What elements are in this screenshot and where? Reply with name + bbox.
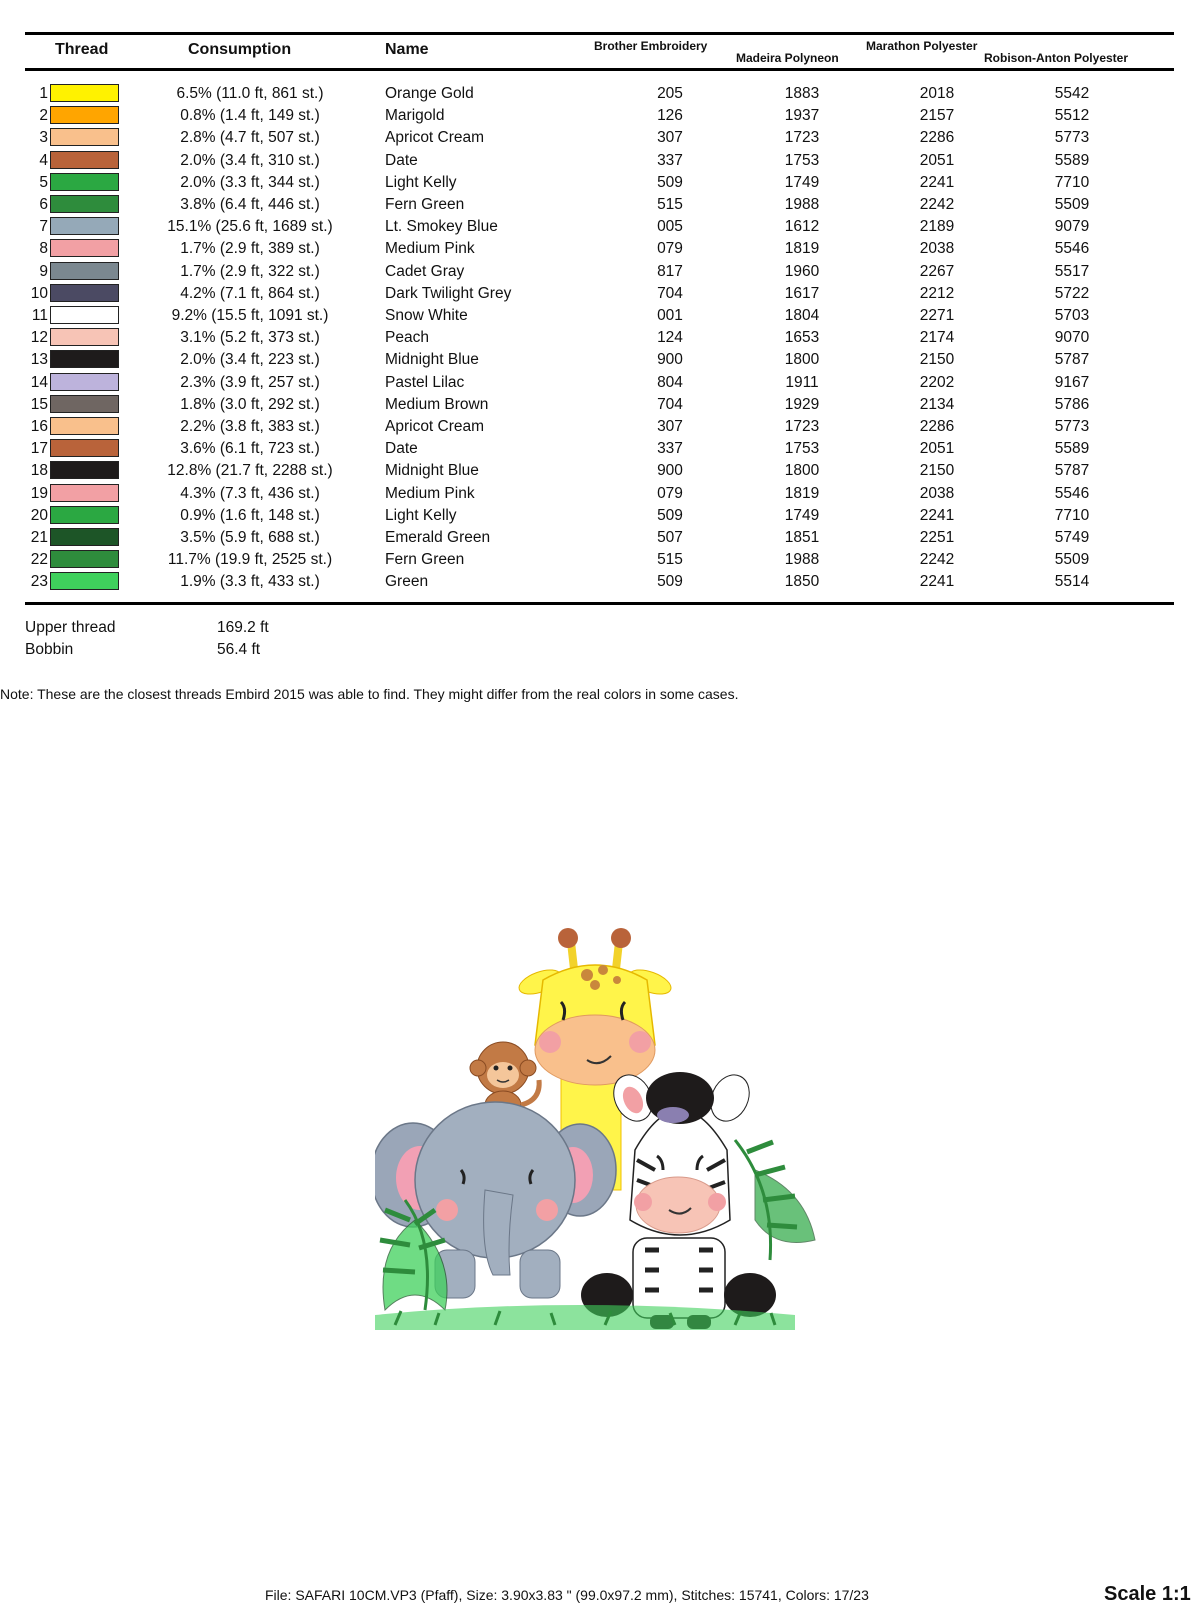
madeira-code: 1988: [784, 196, 820, 213]
brother-code: 515: [657, 551, 683, 569]
thread-name: Apricot Cream: [385, 418, 485, 435]
madeira-code: 1653: [784, 329, 820, 347]
table-row: [0, 394, 1200, 416]
marathon-code: 2267: [919, 262, 955, 280]
note-text: Note: These are the closest threads Embird 2015 was able to find. They might differ from the real colors in some cases.: [0, 686, 739, 702]
table-row: [0, 438, 1200, 460]
color-swatch: [50, 195, 119, 213]
thread-consumption: 11.7% (19.9 ft, 2525 st.): [167, 551, 333, 569]
color-swatch: [50, 417, 119, 435]
madeira-code: 1800: [784, 462, 820, 480]
table-row: [0, 305, 1200, 327]
robison-code: 9167: [1054, 373, 1090, 391]
brother-code: 509: [657, 573, 683, 591]
robison-code: 5703: [1054, 307, 1090, 324]
madeira-code: 1988: [784, 551, 820, 569]
brother-code: 509: [657, 173, 683, 191]
color-swatch: [50, 151, 119, 169]
table-row: [0, 571, 1200, 593]
brother-code: 509: [657, 506, 683, 524]
madeira-code: 1749: [784, 173, 820, 191]
color-swatch: [50, 461, 119, 479]
marathon-code: 2212: [919, 284, 955, 302]
table-rule-bottom: [25, 602, 1174, 605]
marathon-code: 2174: [919, 329, 955, 347]
marathon-code: 2202: [919, 373, 955, 391]
brother-code: 507: [657, 529, 683, 546]
marathon-code: 2051: [919, 151, 955, 169]
brother-code: 704: [657, 395, 683, 413]
scale-label: Scale 1:1: [1104, 1583, 1191, 1605]
thread-name: Midnight Blue: [385, 462, 479, 480]
thread-name: Orange Gold: [385, 85, 474, 102]
thread-consumption: 15.1% (25.6 ft, 1689 st.): [167, 218, 333, 236]
madeira-code: 1929: [784, 395, 820, 413]
robison-code: 5786: [1054, 395, 1090, 413]
marathon-code: 2150: [919, 462, 955, 480]
color-swatch: [50, 506, 119, 524]
robison-code: 7710: [1054, 173, 1090, 191]
madeira-code: 1883: [784, 85, 820, 102]
color-swatch: [50, 484, 119, 502]
thread-consumption: 0.9% (1.6 ft, 148 st.): [180, 506, 320, 524]
marathon-code: 2018: [919, 85, 955, 102]
thread-name: Cadet Gray: [385, 262, 465, 280]
madeira-code: 1723: [784, 418, 820, 435]
thread-number: 6: [39, 196, 48, 213]
madeira-code: 1937: [784, 107, 820, 125]
brother-code: 126: [657, 107, 683, 125]
thread-name: Pastel Lilac: [385, 373, 465, 391]
thread-consumption: 4.2% (7.1 ft, 864 st.): [180, 284, 320, 302]
thread-name: Dark Twilight Grey: [385, 284, 512, 302]
color-swatch: [50, 328, 119, 346]
color-swatch: [50, 373, 119, 391]
marathon-code: 2241: [919, 173, 955, 191]
color-swatch: [50, 528, 119, 546]
thread-consumption: 2.0% (3.3 ft, 344 st.): [180, 173, 320, 191]
thread-number: 7: [39, 218, 48, 236]
thread-number: 21: [30, 529, 48, 546]
thread-number: 19: [30, 484, 48, 502]
thread-name: Apricot Cream: [385, 129, 485, 147]
file-info-footer: File: SAFARI 10CM.VP3 (Pfaff), Size: 3.90x3.83 " (99.0x97.2 mm), Stitches: 15741, Colors: 17/23: [265, 1587, 869, 1603]
thread-name: Light Kelly: [385, 506, 457, 524]
bobbin-label: Bobbin: [25, 641, 74, 658]
brother-code: 205: [657, 85, 683, 102]
thread-number: 23: [30, 573, 48, 591]
thread-consumption: 6.5% (11.0 ft, 861 st.): [176, 85, 324, 102]
thread-number: 8: [39, 240, 48, 258]
table-row: [0, 349, 1200, 371]
table-row: [0, 83, 1200, 105]
marathon-code: 2286: [919, 129, 955, 147]
robison-code: 5509: [1054, 551, 1090, 569]
thread-name: Date: [385, 440, 418, 458]
madeira-code: 1723: [784, 129, 820, 147]
thread-name: Light Kelly: [385, 173, 457, 191]
table-row: [0, 460, 1200, 482]
color-swatch: [50, 128, 119, 146]
brother-code: 817: [657, 262, 683, 280]
marathon-code: 2150: [919, 351, 955, 369]
thread-consumption: 9.2% (15.5 ft, 1091 st.): [171, 307, 329, 324]
robison-code: 5589: [1054, 151, 1090, 169]
marathon-code: 2157: [919, 107, 955, 125]
color-swatch: [50, 239, 119, 257]
header-rule-bottom: [25, 68, 1174, 71]
color-swatch: [50, 572, 119, 590]
robison-code: 9079: [1054, 218, 1090, 236]
header-thread: Thread: [55, 41, 109, 58]
brother-code: 900: [657, 462, 683, 480]
madeira-code: 1851: [784, 529, 820, 546]
robison-code: 5773: [1054, 418, 1090, 435]
madeira-code: 1753: [784, 151, 820, 169]
table-row: [0, 194, 1200, 216]
table-row: [0, 527, 1200, 549]
header-brother: Brother Embroidery: [594, 39, 708, 53]
robison-code: 5546: [1054, 240, 1090, 258]
robison-code: 5773: [1054, 129, 1090, 147]
marathon-code: 2241: [919, 506, 955, 524]
brother-code: 804: [657, 373, 683, 391]
robison-code: 5509: [1054, 196, 1090, 213]
marathon-code: 2038: [919, 240, 955, 258]
thread-consumption: 2.3% (3.9 ft, 257 st.): [180, 373, 320, 391]
marathon-code: 2134: [919, 395, 955, 413]
thread-consumption: 3.1% (5.2 ft, 373 st.): [180, 329, 320, 347]
thread-name: Fern Green: [385, 551, 465, 569]
embroidery-preview-image: [375, 920, 825, 1360]
madeira-code: 1753: [784, 440, 820, 458]
thread-number: 2: [39, 107, 48, 125]
header-consumption: Consumption: [188, 41, 292, 58]
header-robison: Robison-Anton Polyester: [984, 51, 1129, 65]
brother-code: 307: [657, 129, 683, 147]
madeira-code: 1911: [785, 373, 819, 391]
table-row: [0, 216, 1200, 238]
madeira-code: 1612: [784, 218, 820, 236]
madeira-code: 1819: [784, 240, 820, 258]
color-swatch: [50, 550, 119, 568]
thread-consumption: 1.7% (2.9 ft, 389 st.): [180, 240, 320, 258]
thread-number: 4: [39, 151, 48, 169]
table-row: [0, 105, 1200, 127]
robison-code: 5512: [1054, 107, 1090, 125]
thread-name: Medium Pink: [385, 484, 475, 502]
upper-thread-label: Upper thread: [25, 619, 116, 636]
thread-name: Peach: [385, 329, 429, 347]
thread-number: 3: [39, 129, 48, 147]
robison-code: 5787: [1054, 351, 1090, 369]
bobbin-value: 56.4 ft: [217, 641, 261, 658]
robison-code: 5542: [1054, 85, 1090, 102]
thread-number: 11: [31, 307, 48, 324]
color-swatch: [50, 439, 119, 457]
madeira-code: 1850: [784, 573, 820, 591]
table-row: [0, 150, 1200, 172]
robison-code: 9070: [1054, 329, 1090, 347]
table-row: [0, 261, 1200, 283]
header-madeira: Madeira Polyneon: [736, 51, 839, 65]
robison-code: 5589: [1054, 440, 1090, 458]
thread-number: 18: [30, 462, 48, 480]
thread-consumption: 2.2% (3.8 ft, 383 st.): [180, 418, 320, 435]
table-row: [0, 238, 1200, 260]
robison-code: 5787: [1054, 462, 1090, 480]
brother-code: 001: [657, 307, 683, 324]
robison-code: 7710: [1054, 506, 1090, 524]
color-swatch: [50, 395, 119, 413]
table-row: [0, 172, 1200, 194]
thread-consumption: 2.0% (3.4 ft, 223 st.): [180, 351, 320, 369]
color-swatch: [50, 262, 119, 280]
table-row: [0, 416, 1200, 438]
madeira-code: 1800: [784, 351, 820, 369]
thread-consumption: 3.6% (6.1 ft, 723 st.): [180, 440, 320, 458]
upper-thread-value: 169.2 ft: [217, 619, 269, 636]
thread-consumption: 3.5% (5.9 ft, 688 st.): [180, 529, 320, 546]
color-swatch: [50, 284, 119, 302]
marathon-code: 2286: [919, 418, 955, 435]
color-swatch: [50, 106, 119, 124]
brother-code: 337: [657, 151, 683, 169]
madeira-code: 1804: [784, 307, 820, 324]
thread-name: Midnight Blue: [385, 351, 479, 369]
brother-code: 515: [657, 196, 683, 213]
brother-code: 337: [657, 440, 683, 458]
thread-name: Green: [385, 573, 429, 591]
thread-number: 9: [39, 262, 48, 280]
header-rule-top: [25, 32, 1174, 35]
thread-name: Fern Green: [385, 196, 465, 213]
marathon-code: 2051: [919, 440, 955, 458]
thread-name: Marigold: [385, 107, 445, 125]
brother-code: 124: [657, 329, 683, 347]
thread-number: 14: [30, 373, 48, 391]
table-row: [0, 283, 1200, 305]
table-row: [0, 327, 1200, 349]
table-row: [0, 549, 1200, 571]
thread-number: 15: [30, 395, 48, 413]
thread-number: 22: [30, 551, 48, 569]
thread-name: Emerald Green: [385, 529, 491, 546]
thread-number: 5: [39, 173, 48, 191]
brother-code: 079: [657, 484, 683, 502]
robison-code: 5514: [1054, 573, 1090, 591]
thread-name: Snow White: [385, 307, 468, 324]
color-swatch: [50, 350, 119, 368]
color-swatch: [50, 173, 119, 191]
madeira-code: 1617: [784, 284, 820, 302]
color-swatch: [50, 217, 119, 235]
thread-name: Medium Pink: [385, 240, 475, 258]
brother-code: 307: [657, 418, 683, 435]
thread-consumption: 4.3% (7.3 ft, 436 st.): [180, 484, 320, 502]
madeira-code: 1819: [784, 484, 820, 502]
thread-consumption: 3.8% (6.4 ft, 446 st.): [180, 196, 320, 213]
brother-code: 704: [657, 284, 683, 302]
thread-name: Medium Brown: [385, 395, 489, 413]
thread-consumption: 0.8% (1.4 ft, 149 st.): [180, 107, 320, 125]
robison-code: 5546: [1054, 484, 1090, 502]
thread-consumption: 2.0% (3.4 ft, 310 st.): [180, 151, 320, 169]
thread-consumption: 1.7% (2.9 ft, 322 st.): [180, 262, 320, 280]
color-swatch: [50, 84, 119, 102]
marathon-code: 2189: [919, 218, 955, 236]
brother-code: 079: [657, 240, 683, 258]
table-row: [0, 372, 1200, 394]
thread-name: Lt. Smokey Blue: [385, 218, 498, 236]
table-row: [0, 505, 1200, 527]
marathon-code: 2251: [919, 529, 955, 546]
thread-consumption: 2.8% (4.7 ft, 507 st.): [180, 129, 320, 147]
thread-consumption: 1.9% (3.3 ft, 433 st.): [180, 573, 320, 591]
madeira-code: 1960: [784, 262, 820, 280]
thread-number: 13: [30, 351, 48, 369]
thread-consumption: 12.8% (21.7 ft, 2288 st.): [167, 462, 333, 480]
thread-number: 1: [39, 85, 48, 102]
marathon-code: 2038: [919, 484, 955, 502]
robison-code: 5722: [1054, 284, 1090, 302]
header-marathon: Marathon Polyester: [866, 39, 978, 53]
table-row: [0, 483, 1200, 505]
thread-consumption: 1.8% (3.0 ft, 292 st.): [180, 395, 320, 413]
marathon-code: 2242: [919, 196, 955, 213]
color-swatch: [50, 306, 119, 324]
thread-number: 12: [30, 329, 48, 347]
thread-number: 10: [30, 284, 48, 302]
thread-number: 16: [30, 418, 48, 435]
marathon-code: 2271: [919, 307, 955, 324]
marathon-code: 2242: [919, 551, 955, 569]
madeira-code: 1749: [784, 506, 820, 524]
thread-number: 17: [30, 440, 48, 458]
thread-name: Date: [385, 151, 418, 169]
thread-number: 20: [30, 506, 48, 524]
robison-code: 5749: [1054, 529, 1090, 546]
brother-code: 900: [657, 351, 683, 369]
robison-code: 5517: [1054, 262, 1090, 280]
header-name: Name: [385, 41, 429, 58]
marathon-code: 2241: [919, 573, 955, 591]
brother-code: 005: [657, 218, 683, 236]
table-row: [0, 127, 1200, 149]
